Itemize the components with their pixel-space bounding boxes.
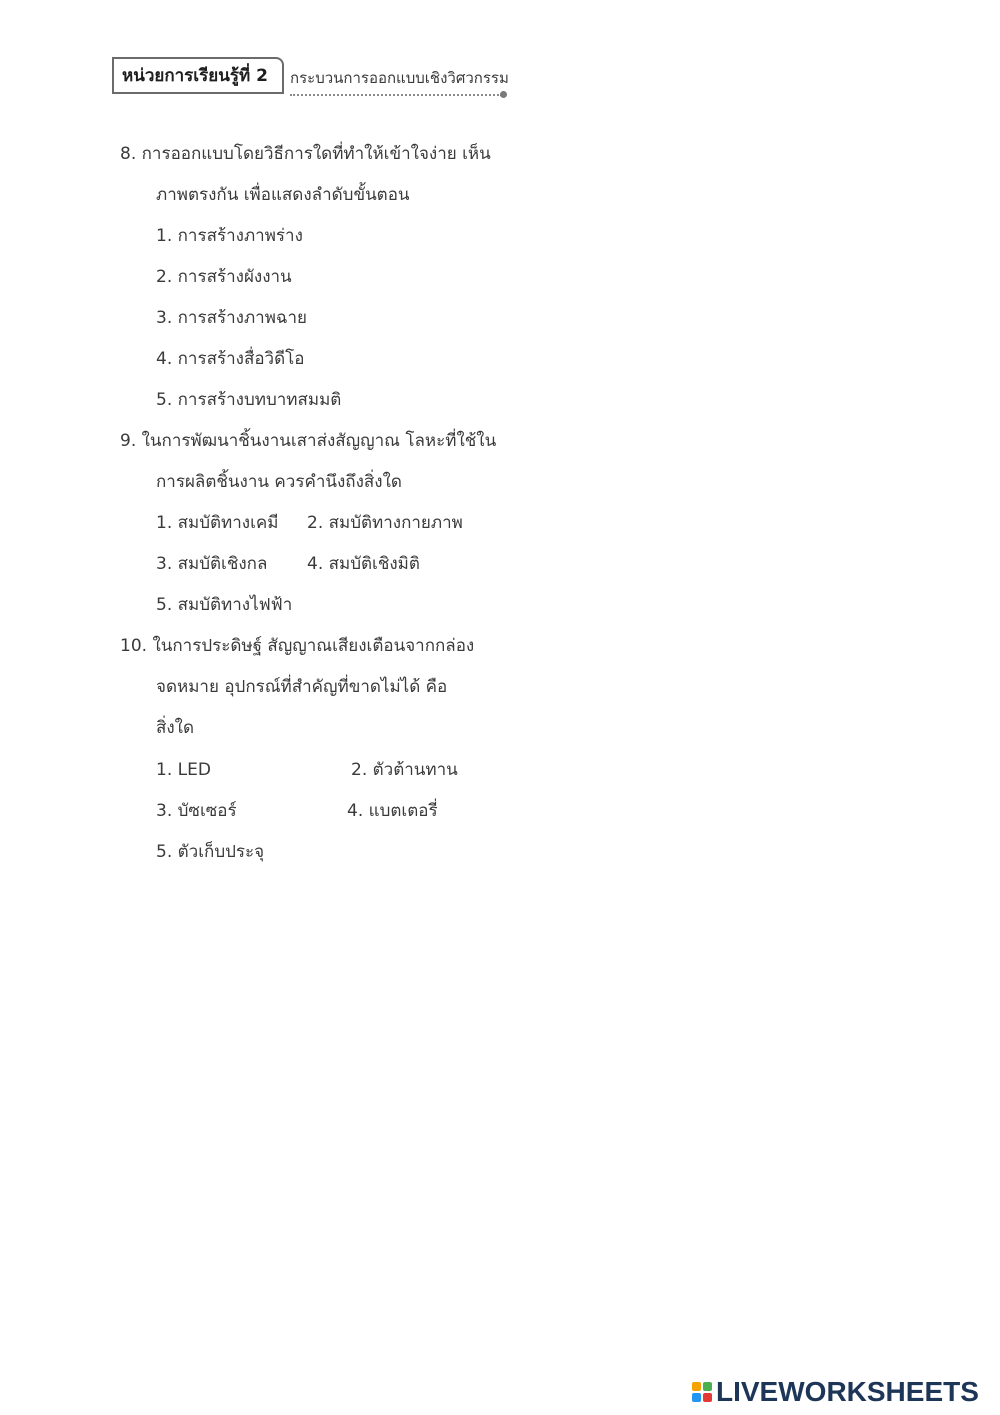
logo-square-red: [703, 1393, 712, 1402]
question-9-option-3: 3. สมบัติเชิงกล: [156, 554, 268, 574]
unit-label: หน่วยการเรียนรู้ที่ 2: [112, 57, 284, 94]
question-10-option-4: 4. แบตเตอรี่: [347, 801, 438, 821]
question-9-option-2: 2. สมบัติทางกายภาพ: [307, 513, 463, 533]
question-9-option-5: 5. สมบัติทางไฟฟ้า: [156, 595, 293, 615]
question-8-option-2: 2. การสร้างผังงาน: [156, 267, 292, 287]
question-10-option-3: 3. บัซเซอร์: [156, 801, 237, 821]
header-divider: [290, 94, 502, 96]
question-9-option-4: 4. สมบัติเชิงมิติ: [307, 554, 420, 574]
question-8-option-3: 3. การสร้างภาพฉาย: [156, 308, 307, 328]
question-8-stem-line-2: ภาพตรงกัน เพื่อแสดงลำดับขั้นตอน: [156, 185, 410, 205]
question-10-stem-line-2: จดหมาย อุปกรณ์ที่สำคัญที่ขาดไม่ได้ คือ: [156, 677, 448, 697]
logo-square-blue: [692, 1393, 701, 1402]
question-8-option-5: 5. การสร้างบทบาทสมมติ: [156, 390, 342, 410]
question-8-option-4: 4. การสร้างสื่อวิดีโอ: [156, 349, 305, 369]
question-9-stem-line-2: การผลิตชิ้นงาน ควรคำนึงถึงสิ่งใด: [156, 472, 402, 492]
question-9-stem-line-1: 9. ในการพัฒนาชิ้นงานเสาส่งสัญญาณ โลหะที่ใช้ใน: [120, 431, 497, 451]
question-10-stem-line-1: 10. ในการประดิษฐ์ สัญญาณเสียงเตือนจากกล่อง: [120, 636, 475, 656]
question-10-option-2: 2. ตัวต้านทาน: [351, 760, 458, 780]
logo-square-yellow: [692, 1382, 701, 1391]
question-10-stem-line-3: สิ่งใด: [156, 718, 195, 738]
question-9-option-1: 1. สมบัติทางเคมี: [156, 513, 279, 533]
logo-square-green: [703, 1382, 712, 1391]
header-divider-dot: [500, 91, 507, 98]
logo-icon: [692, 1382, 712, 1402]
question-8-stem-line-1: 8. การออกแบบโดยวิธีการใดที่ทำให้เข้าใจง่าย เห็น: [120, 144, 491, 164]
question-10-option-1: 1. LED: [156, 760, 211, 780]
logo-text: LIVEWORKSHEETS: [716, 1376, 979, 1407]
question-10-option-5: 5. ตัวเก็บประจุ: [156, 842, 265, 862]
question-8-option-1: 1. การสร้างภาพร่าง: [156, 226, 303, 246]
liveworksheets-logo: [692, 1376, 979, 1408]
unit-subtitle: กระบวนการออกแบบเชิงวิศวกรรม: [290, 69, 509, 87]
